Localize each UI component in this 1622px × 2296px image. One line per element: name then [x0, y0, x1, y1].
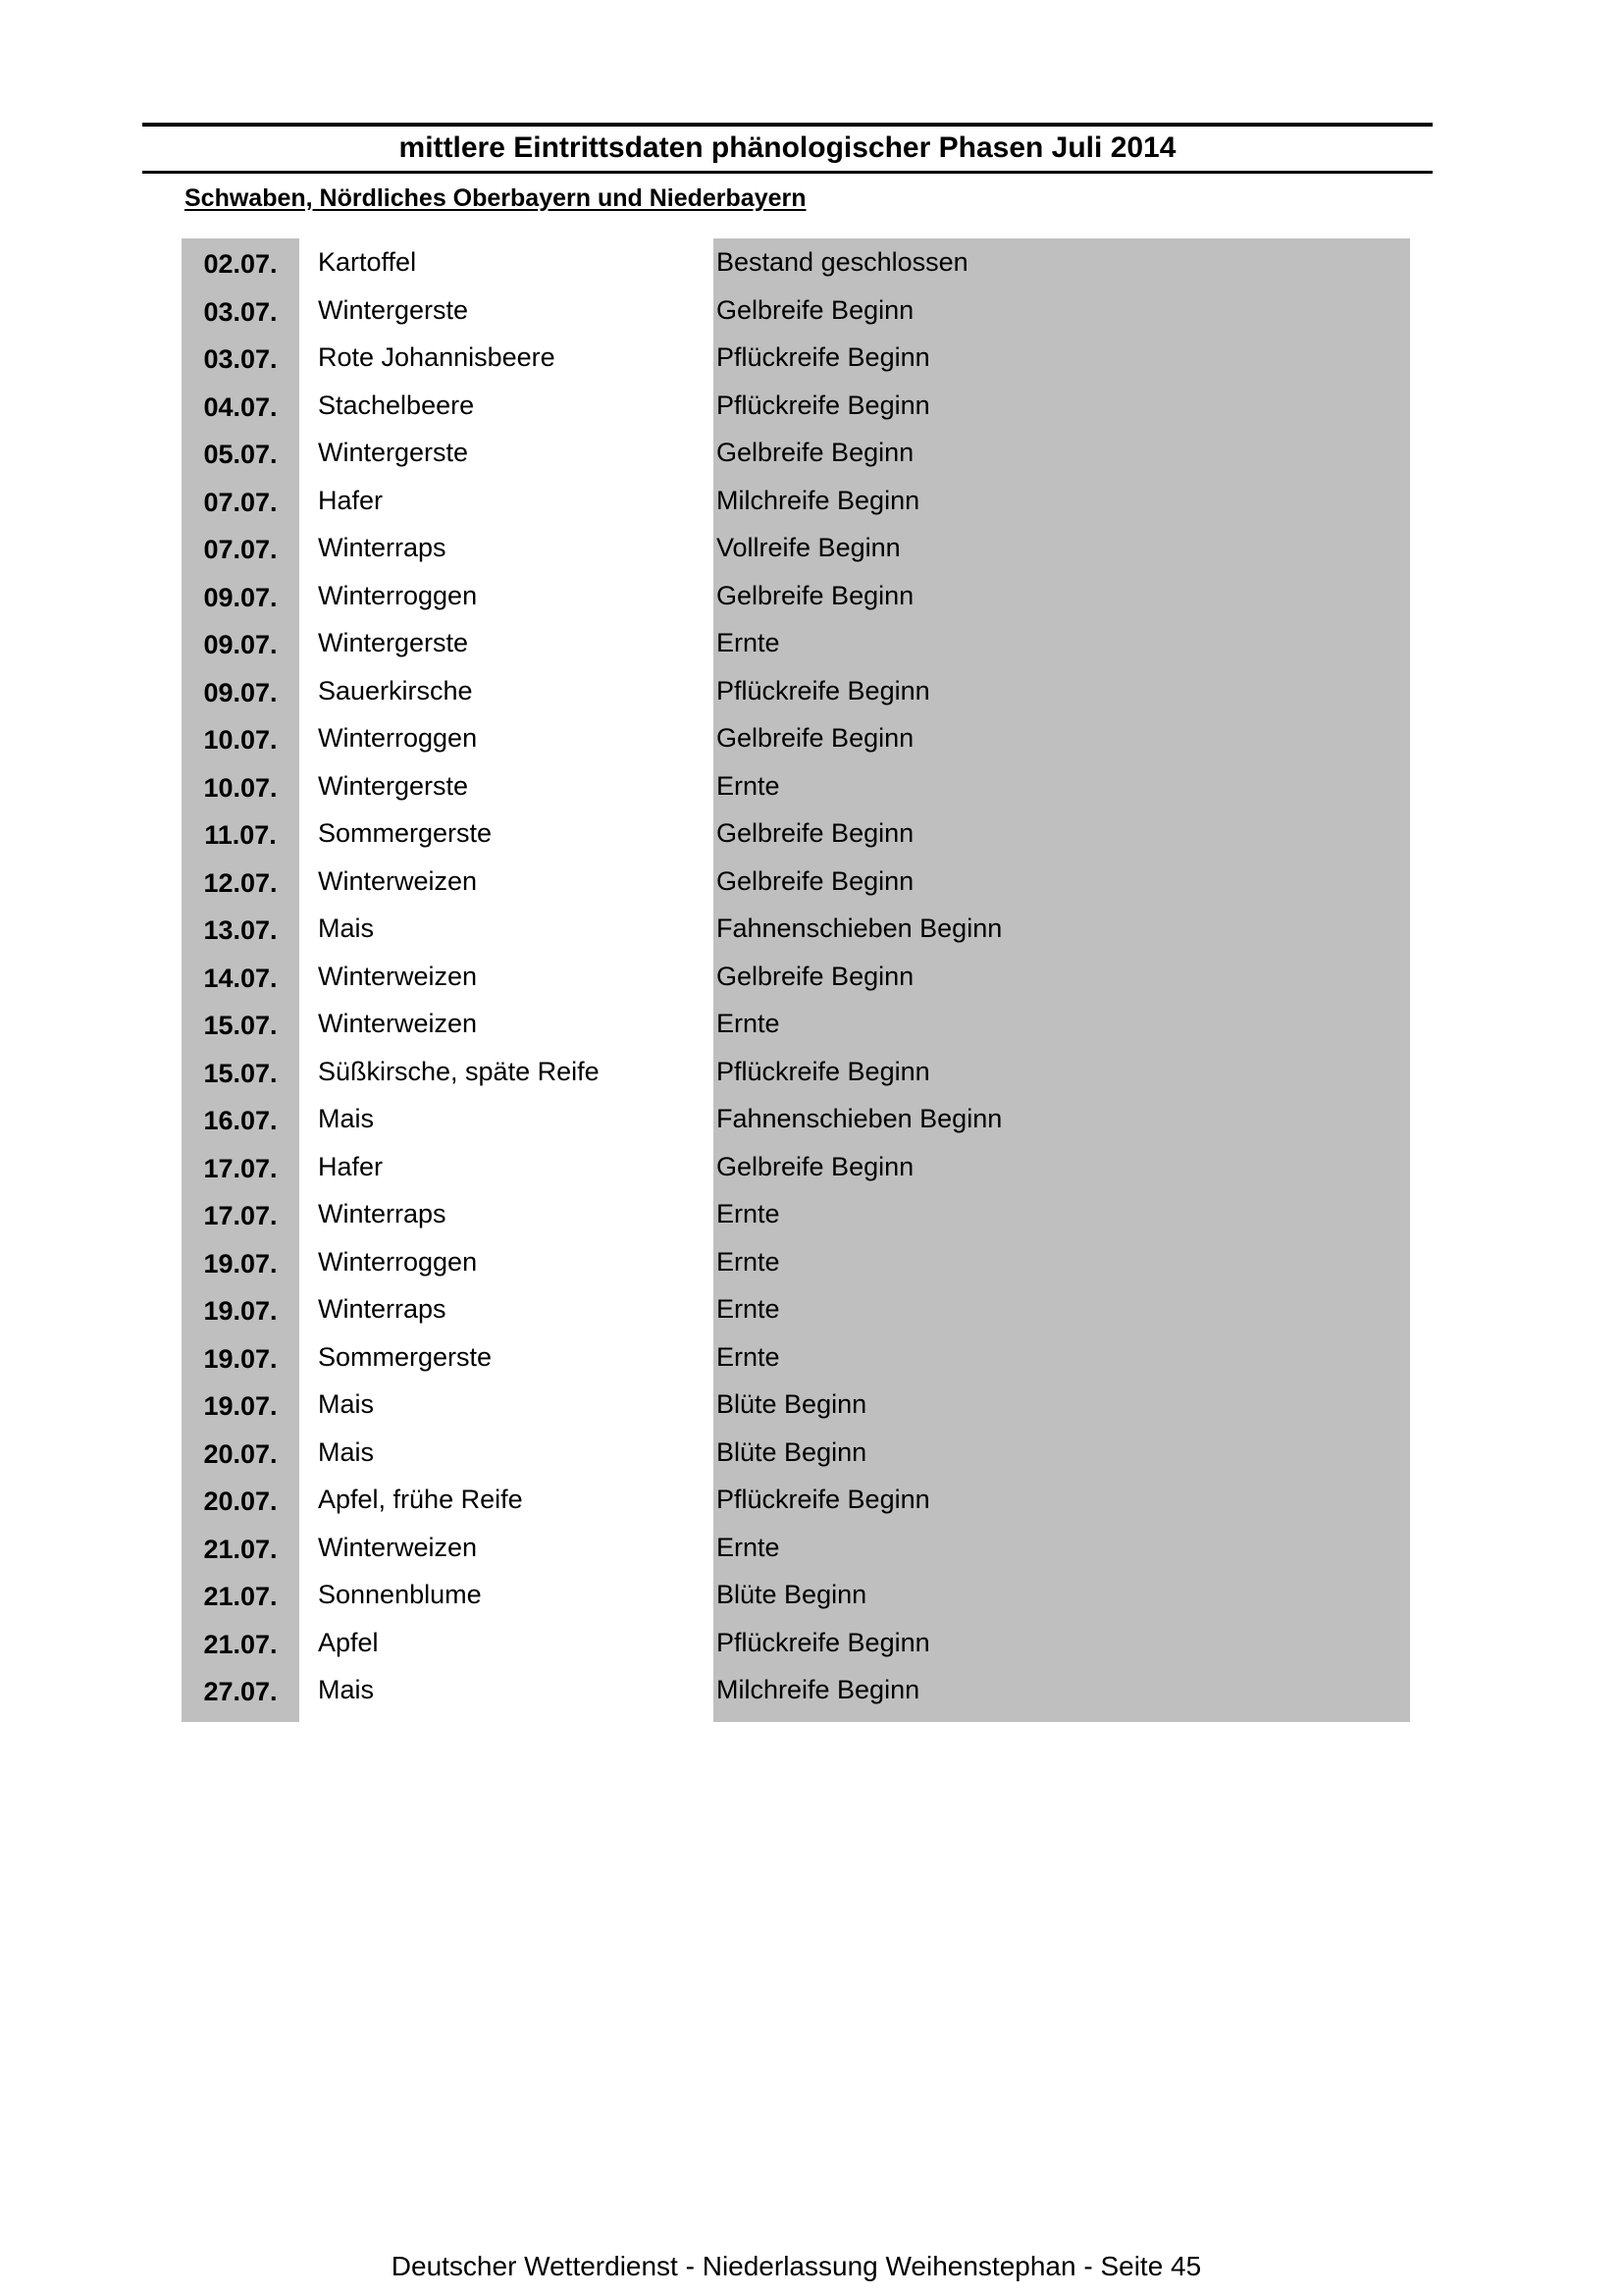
row-crop: Mais — [318, 1675, 375, 1704]
table-row — [182, 1192, 1410, 1240]
row-phase: Ernte — [716, 1341, 780, 1372]
row-crop: Hafer — [318, 485, 384, 515]
row-phase: Gelbreife Beginn — [716, 580, 915, 610]
row-phase: Ernte — [716, 1532, 780, 1562]
table-row — [182, 288, 1410, 337]
row-date: 20.07. — [203, 1487, 278, 1516]
row-date: 11.07. — [204, 820, 277, 850]
row-crop: Sommergerste — [318, 818, 493, 848]
row-date: 16.07. — [203, 1106, 278, 1135]
page-footer: Deutscher Wetterdienst - Niederlassung Weihenstephan - Seite 45 — [391, 2251, 1202, 2281]
row-crop: Wintergerste — [318, 294, 469, 325]
row-date: 15.07. — [203, 1058, 278, 1088]
row-date: 13.07. — [203, 915, 278, 945]
row-phase: Ernte — [716, 1294, 780, 1324]
row-crop: Winterraps — [318, 533, 446, 562]
row-phase: Ernte — [716, 770, 780, 801]
table-row — [182, 336, 1410, 384]
row-date: 19.07. — [203, 1343, 278, 1374]
row-phase: Gelbreife Beginn — [716, 723, 915, 753]
table-row — [182, 621, 1410, 669]
table-rows — [182, 238, 1410, 1716]
row-date: 21.07. — [203, 1582, 278, 1611]
row-crop: Mais — [318, 1104, 375, 1133]
row-phase: Ernte — [716, 1009, 780, 1038]
row-date: 07.07. — [203, 535, 278, 564]
row-date: 17.07. — [203, 1201, 278, 1230]
row-crop: Winterroggen — [318, 1246, 478, 1277]
table-row — [182, 431, 1410, 479]
table-row — [182, 955, 1410, 1003]
table-row — [182, 1097, 1410, 1145]
row-phase: Gelbreife Beginn — [716, 438, 915, 467]
table-row — [182, 669, 1410, 717]
table-row — [182, 1478, 1410, 1526]
row-date: 17.07. — [203, 1153, 278, 1183]
row-phase: Gelbreife Beginn — [716, 818, 915, 848]
row-crop: Wintergerste — [318, 770, 469, 801]
row-date: 09.07. — [203, 582, 278, 612]
title-rule-bottom — [142, 171, 1433, 174]
row-date: 12.07. — [203, 867, 278, 898]
row-phase: Fahnenschieben Beginn — [716, 1104, 1003, 1133]
table-row — [182, 907, 1410, 955]
row-phase: Blüte Beginn — [716, 1436, 867, 1467]
row-phase: Pflückreife Beginn — [716, 342, 930, 372]
row-crop: Winterweizen — [318, 1532, 478, 1562]
table-row — [182, 1050, 1410, 1098]
table-row — [182, 716, 1410, 764]
row-date: 20.07. — [203, 1438, 278, 1469]
row-crop: Mais — [318, 913, 375, 943]
row-date: 02.07. — [203, 249, 278, 279]
page-title: mittlere Eintrittsdaten phänologischer Phasen Juli 2014 — [398, 131, 1177, 164]
row-phase: Milchreife Beginn — [716, 485, 920, 515]
row-phase: Gelbreife Beginn — [716, 865, 915, 896]
row-date: 07.07. — [203, 487, 278, 517]
title-rule-top — [142, 123, 1433, 127]
row-phase: Gelbreife Beginn — [716, 961, 915, 991]
row-crop: Mais — [318, 1389, 375, 1419]
table-row — [182, 860, 1410, 908]
row-crop: Winterweizen — [318, 961, 478, 991]
table-row — [182, 1287, 1410, 1335]
row-date: 14.07. — [203, 963, 278, 993]
row-crop: Winterroggen — [318, 580, 478, 610]
row-crop: Wintergerste — [318, 628, 469, 657]
row-phase: Ernte — [716, 1246, 780, 1277]
row-date: 19.07. — [203, 1248, 278, 1278]
table-row — [182, 1526, 1410, 1574]
row-phase: Ernte — [716, 1199, 780, 1228]
table-row — [182, 1573, 1410, 1621]
row-crop: Süßkirsche, späte Reife — [318, 1056, 600, 1086]
table-row — [182, 1335, 1410, 1383]
row-phase: Milchreife Beginn — [716, 1675, 920, 1704]
row-date: 10.07. — [203, 772, 278, 803]
row-phase: Pflückreife Beginn — [716, 675, 930, 705]
table-row — [182, 1145, 1410, 1193]
table-row — [182, 1668, 1410, 1716]
row-date: 04.07. — [203, 391, 278, 422]
table-row — [182, 479, 1410, 527]
row-crop: Wintergerste — [318, 438, 469, 467]
row-date: 15.07. — [203, 1011, 278, 1040]
table-row — [182, 1383, 1410, 1431]
row-phase: Gelbreife Beginn — [716, 294, 915, 325]
row-phase: Blüte Beginn — [716, 1580, 867, 1609]
table-row — [182, 574, 1410, 622]
row-crop: Apfel, frühe Reife — [318, 1485, 523, 1514]
row-date: 21.07. — [203, 1629, 278, 1659]
row-phase: Vollreife Beginn — [716, 533, 901, 562]
row-crop: Apfel — [318, 1627, 379, 1657]
row-phase: Gelbreife Beginn — [716, 1151, 915, 1181]
row-date: 03.07. — [203, 344, 278, 374]
row-crop: Winterraps — [318, 1294, 446, 1324]
row-crop: Hafer — [318, 1151, 384, 1181]
row-date: 05.07. — [203, 440, 278, 469]
row-crop: Sommergerste — [318, 1341, 493, 1372]
row-crop: Winterweizen — [318, 1009, 478, 1038]
row-phase: Pflückreife Beginn — [716, 390, 930, 420]
row-crop: Winterraps — [318, 1199, 446, 1228]
row-phase: Fahnenschieben Beginn — [716, 913, 1003, 943]
row-crop: Winterroggen — [318, 723, 478, 753]
row-phase: Pflückreife Beginn — [716, 1056, 930, 1086]
row-date: 09.07. — [203, 677, 278, 707]
table-row — [182, 764, 1410, 812]
row-crop: Sonnenblume — [318, 1580, 482, 1609]
row-date: 10.07. — [203, 725, 278, 755]
table-row — [182, 1431, 1410, 1479]
row-crop: Winterweizen — [318, 865, 478, 896]
row-date: 21.07. — [203, 1534, 278, 1564]
row-crop: Stachelbeere — [318, 390, 475, 420]
row-phase: Ernte — [716, 628, 780, 657]
table-row — [182, 384, 1410, 432]
table-row — [182, 1002, 1410, 1050]
row-date: 27.07. — [203, 1677, 278, 1706]
row-crop: Mais — [318, 1436, 375, 1467]
region-subtitle: Schwaben, Nördliches Oberbayern und Niederbayern — [184, 184, 807, 212]
row-crop: Sauerkirsche — [318, 675, 473, 705]
row-phase: Bestand geschlossen — [716, 247, 968, 277]
table-row — [182, 1240, 1410, 1288]
row-crop: Rote Johannisbeere — [318, 342, 555, 372]
row-date: 09.07. — [203, 630, 278, 659]
row-phase: Pflückreife Beginn — [716, 1485, 930, 1514]
table-row — [182, 526, 1410, 574]
table-row — [182, 240, 1410, 288]
phenology-table — [182, 238, 1410, 1716]
table-row — [182, 1621, 1410, 1669]
row-phase: Blüte Beginn — [716, 1389, 867, 1419]
row-date: 03.07. — [203, 296, 278, 327]
row-crop: Kartoffel — [318, 247, 417, 277]
row-date: 19.07. — [203, 1391, 278, 1421]
row-date: 19.07. — [203, 1296, 278, 1326]
table-row — [182, 811, 1410, 860]
row-phase: Pflückreife Beginn — [716, 1627, 930, 1657]
